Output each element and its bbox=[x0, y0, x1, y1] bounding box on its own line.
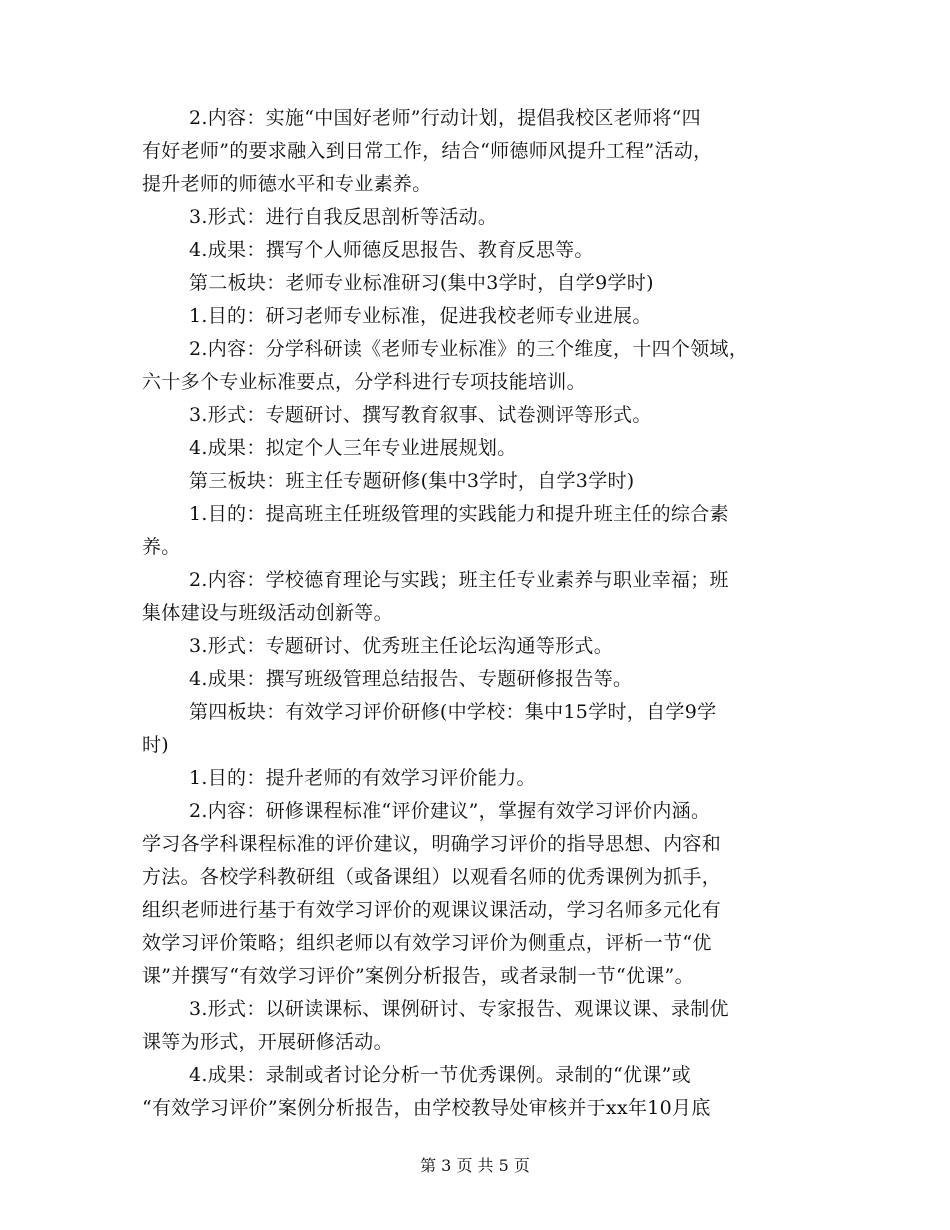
text-line: 六十多个专业标准要点，分学科进行专项技能培训。 bbox=[142, 371, 586, 393]
text-line: 2.内容：学校德育理论与实践；班主任专业素养与职业幸福；班 bbox=[189, 569, 729, 591]
text-line: 组织老师进行基于有效学习评价的观课议课活动，学习名师多元化有 bbox=[142, 899, 722, 921]
text-line: 提升老师的师德水平和专业素养。 bbox=[142, 173, 432, 195]
section-heading: 第三板块：班主任专题研修(集中3学时，自学3学时) bbox=[189, 470, 635, 492]
text-line: 1.目的：提升老师的有效学习评价能力。 bbox=[189, 767, 536, 789]
text-line: 1.目的：提高班主任班级管理的实践能力和提升班主任的综合素 bbox=[189, 503, 729, 525]
text-line: “有效学习评价”案例分析报告，由学校教导处审核并于xx年10月底 bbox=[142, 1097, 711, 1119]
text-line: 3.形式：专题研讨、撰写教育叙事、试卷测评等形式。 bbox=[189, 404, 652, 426]
text-line: 课等为形式，开展研修活动。 bbox=[142, 1031, 393, 1053]
text-line: 4.成果：录制或者讨论分析一节优秀课例。录制的“优课”或 bbox=[189, 1064, 691, 1086]
section-heading: 第四板块：有效学习评价研修(中学校：集中15学时，自学9学 bbox=[189, 701, 717, 723]
text-line: 集体建设与班级活动创新等。 bbox=[142, 602, 393, 624]
text-line: 3.形式：以研读课标、课例研讨、专家报告、观课议课、录制优 bbox=[189, 998, 729, 1020]
text-line: 2.内容：分学科研读《老师专业标准》的三个维度，十四个领域， bbox=[189, 338, 749, 360]
text-line: 4.成果：撰写个人师德反思报告、教育反思等。 bbox=[189, 239, 594, 261]
text-line: 时) bbox=[142, 734, 170, 756]
text-line: 2.内容：研修课程标准“评价建议”，掌握有效学习评价内涵。 bbox=[189, 800, 711, 822]
text-line: 有好老师”的要求融入到日常工作，结合“师德师风提升工程”活动， bbox=[142, 140, 713, 162]
text-line: 4.成果：拟定个人三年专业进展规划。 bbox=[189, 437, 517, 459]
text-line: 养。 bbox=[142, 536, 181, 558]
text-line: 4.成果：撰写班级管理总结报告、专题研修报告等。 bbox=[189, 668, 633, 690]
text-line: 方法。各校学科教研组（或备课组）以观看名师的优秀课例为抓手， bbox=[142, 866, 722, 888]
text-line: 1.目的：研习老师专业标准，促进我校老师专业进展。 bbox=[189, 305, 652, 327]
section-heading: 第二板块：老师专业标准研习(集中3学时，自学9学时) bbox=[189, 272, 654, 294]
text-line: 课”并撰写“有效学习评价”案例分析报告，或者录制一节“优课”。 bbox=[142, 965, 694, 987]
text-line: 学习各学科课程标准的评价建议，明确学习评价的指导思想、内容和 bbox=[142, 833, 722, 855]
text-line: 效学习评价策略；组织老师以有效学习评价为侧重点，评析一节“优 bbox=[142, 932, 712, 954]
page-number: 第 3 页 共 5 页 bbox=[420, 1156, 530, 1175]
text-line: 2.内容：实施“中国好老师”行动计划，提倡我校区老师将“四 bbox=[189, 107, 701, 129]
text-line: 3.形式：专题研讨、优秀班主任论坛沟通等形式。 bbox=[189, 635, 614, 657]
text-line: 3.形式：进行自我反思剖析等活动。 bbox=[189, 206, 498, 228]
